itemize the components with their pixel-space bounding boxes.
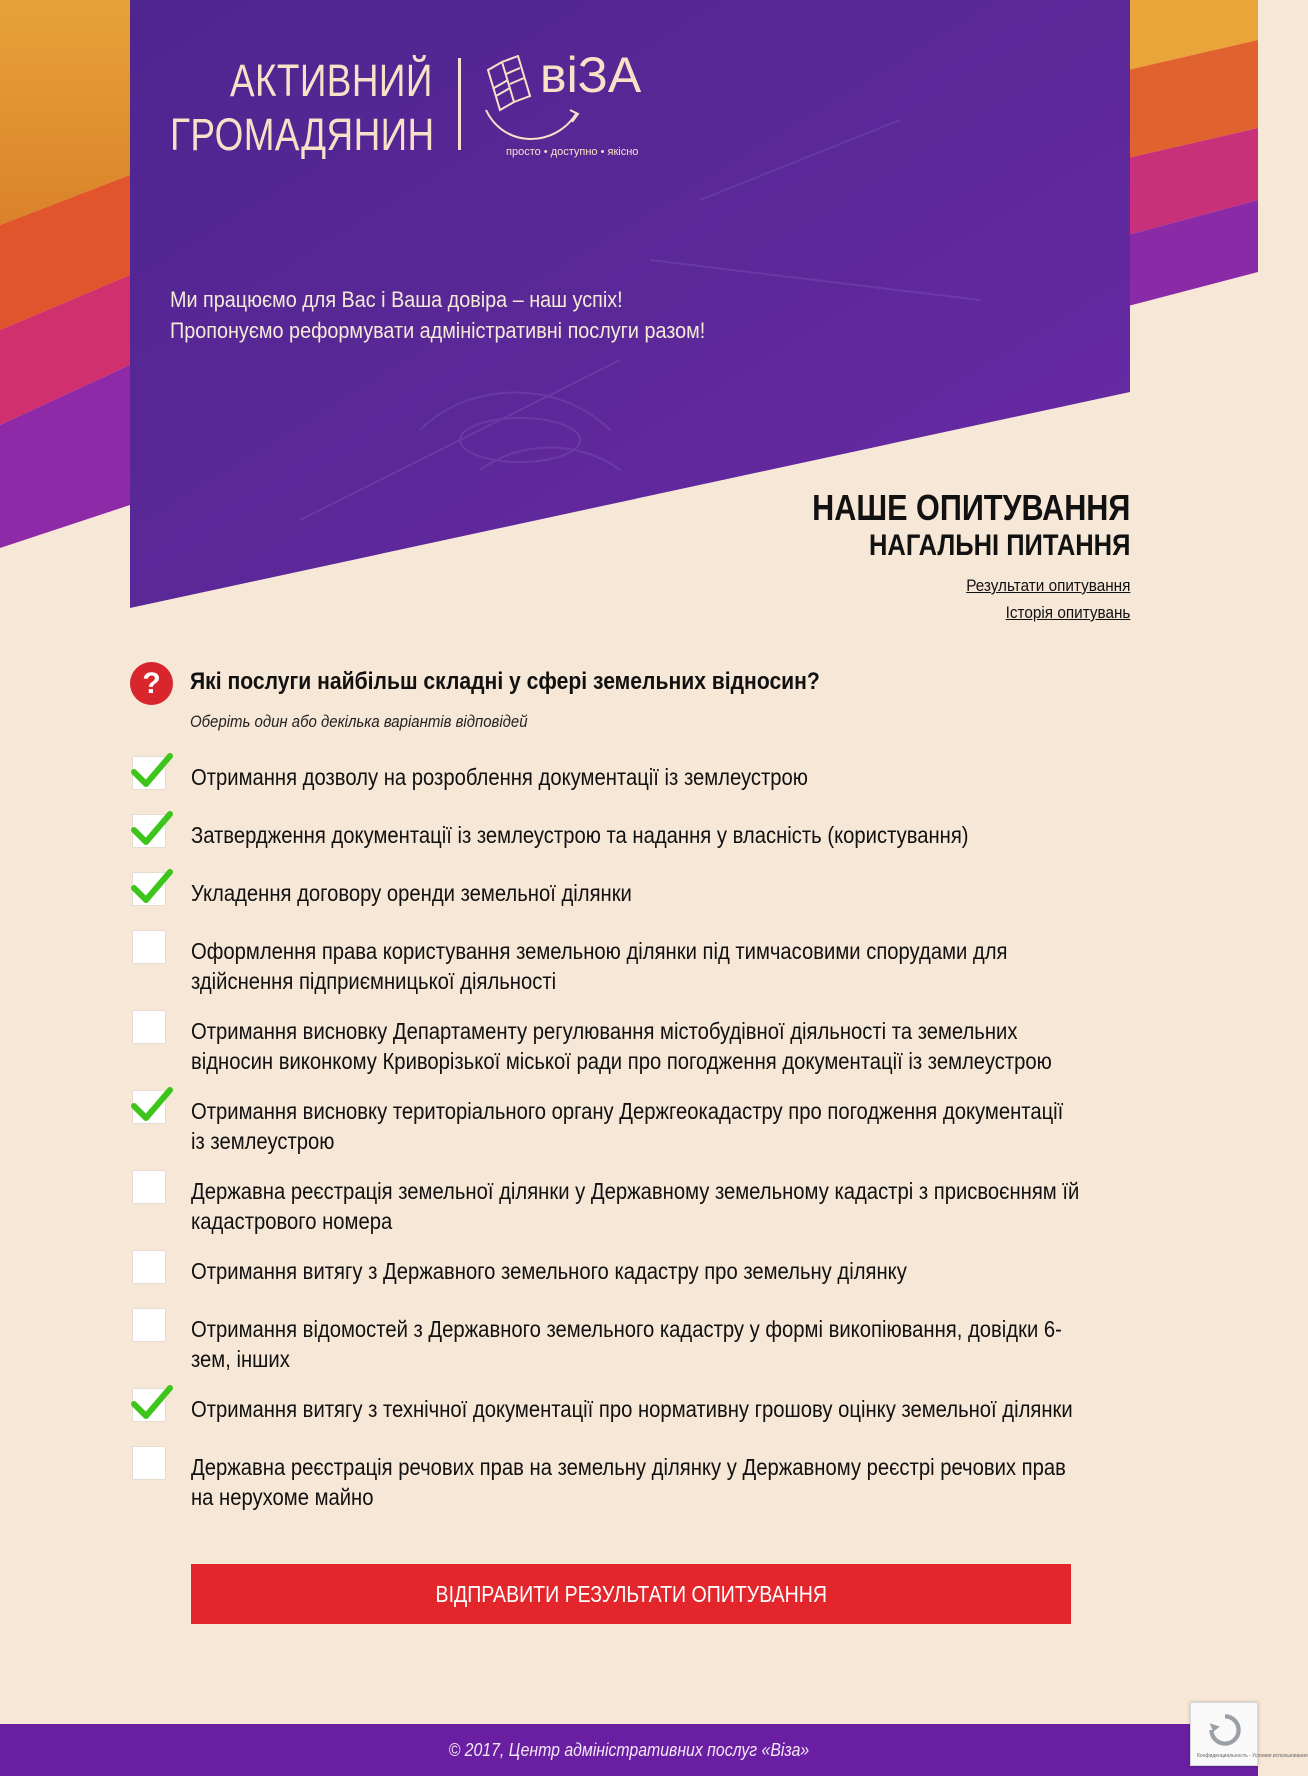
question-icon: ?: [130, 662, 173, 705]
brand-line-1: АКТИВНИЙ: [230, 55, 433, 106]
intro-text: [170, 284, 705, 346]
brand-divider: [458, 58, 461, 150]
option-label: Оформлення права користування земельною ділянки під тимчасовими спорудами для здійснення підприємницької діяльності: [191, 938, 1008, 994]
option-label: Отримання відомостей з Державного земельного кадастру у формі викопіювання, довідки 6-зем, інших: [191, 1316, 1062, 1372]
checkmark-icon: [130, 1382, 174, 1422]
checkmark-icon: [130, 866, 174, 906]
survey-title: НАШЕ ОПИТУВАННЯ: [811, 487, 1130, 528]
option-label: Державна реєстрація речових прав на земельну ділянку у Державному реєстрі речових прав на нерухоме майно: [191, 1454, 1066, 1510]
intro-line-2: Пропонуємо реформувати адміністративні послуги разом!: [170, 318, 706, 343]
survey-results-link[interactable]: Результати опитування: [965, 576, 1130, 595]
option-label: Затвердження документації із землеустрою та надання у власність (користування): [191, 822, 969, 848]
checkmark-icon: [130, 808, 174, 848]
footer-copyright: © 2017, Центр адміністративних послуг «Віза»: [448, 1740, 810, 1760]
checkbox[interactable]: [132, 1308, 166, 1342]
brand-line-2: ГРОМАДЯНИН: [170, 109, 435, 160]
checkbox[interactable]: [132, 1170, 166, 1204]
viza-logo-word: віЗА: [540, 47, 642, 103]
option-label: Отримання висновку територіального органу Держгеокадастру про погодження документації із землеустрою: [191, 1098, 1064, 1154]
question-hint: Оберіть один або декілька варіантів відповідей: [190, 712, 528, 731]
footer: [0, 1724, 1258, 1776]
survey-history-link[interactable]: Історія опитувань: [1005, 603, 1130, 622]
checkbox[interactable]: [132, 1250, 166, 1284]
submit-survey-button[interactable]: [191, 1564, 1071, 1624]
option-label: Укладення договору оренди земельної ділянки: [191, 880, 632, 906]
option-label: Державна реєстрація земельної ділянки у Державному земельному кадастрі з присвоєнням їй кадастрового номера: [191, 1178, 1080, 1234]
checkbox[interactable]: [132, 1446, 166, 1480]
recaptcha-icon: [1208, 1713, 1242, 1747]
survey-subtitle: НАГАЛЬНІ ПИТАННЯ: [868, 529, 1130, 562]
checkbox[interactable]: [132, 1010, 166, 1044]
question-text: Які послуги найбільш складні у сфері земельних відносин?: [190, 668, 820, 695]
survey-heading: [756, 488, 1130, 626]
option-label: Отримання витягу з Державного земельного кадастру про земельну ділянку: [191, 1258, 907, 1284]
recaptcha-text: Конфиденциальность - Условия использования: [1197, 1753, 1308, 1759]
checkmark-icon: [130, 750, 174, 790]
recaptcha-badge[interactable]: [1190, 1702, 1308, 1766]
option-label: Отримання витягу з технічної документації про нормативну грошову оцінку земельної ділянки: [191, 1396, 1073, 1422]
submit-label: ВІДПРАВИТИ РЕЗУЛЬТАТИ ОПИТУВАННЯ: [435, 1580, 827, 1607]
intro-line-1: Ми працюємо для Вас і Ваша довіра – наш успіх!: [170, 287, 623, 312]
viza-tagline: просто • доступно • якісно: [506, 146, 639, 158]
option-label: Отримання висновку Департаменту регулювання містобудівної діяльності та земельних відносин виконкому Криворізької міської ради про погодження документації із землеустрою: [191, 1018, 1052, 1074]
checkmark-icon: [130, 1084, 174, 1124]
option-label: Отримання дозволу на розроблення документації із землеустрою: [191, 764, 808, 790]
checkbox[interactable]: [132, 930, 166, 964]
